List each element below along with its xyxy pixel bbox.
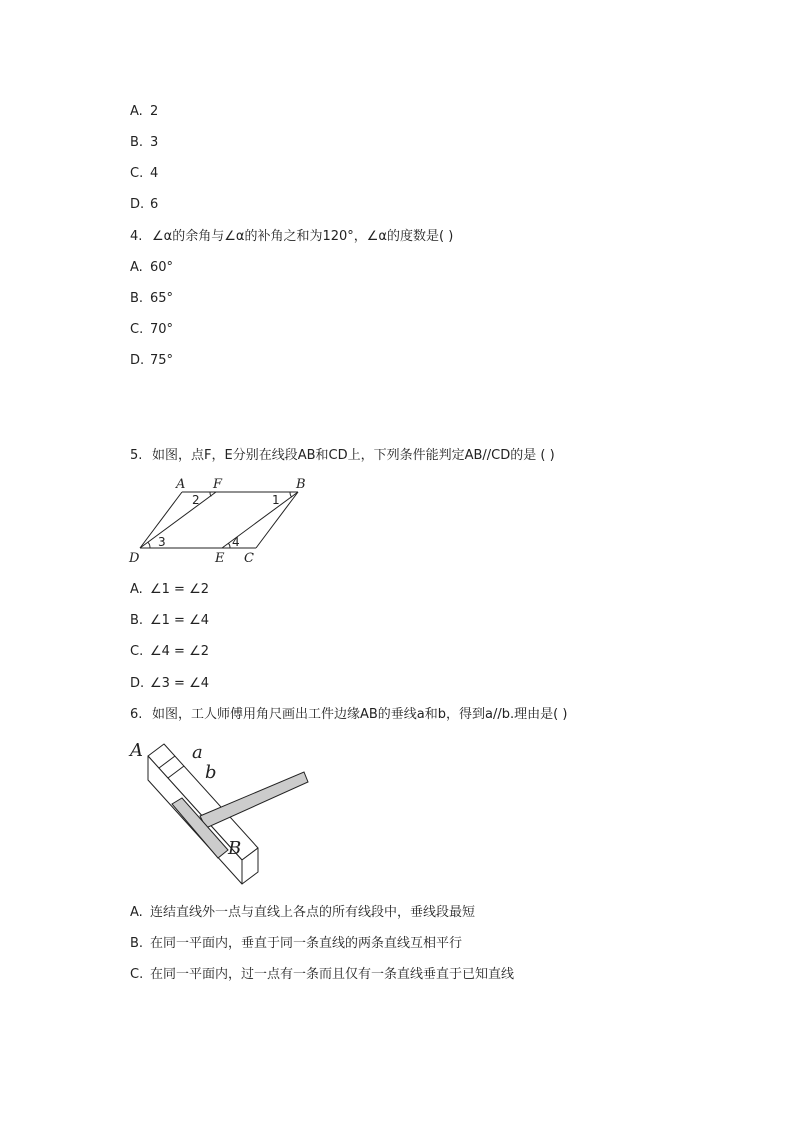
label-a: a [192,742,203,763]
question-text: 如图，点F，E分别在线段AB和CD上，下列条件能判定AB//CD的是 ( ) [152,448,555,463]
q4-option-d [130,352,173,370]
q3-option-c [130,165,158,183]
option-text: 75° [150,353,174,368]
option-letter: A. [130,905,143,920]
option-text: 6 [150,197,159,212]
option-letter: B. [130,291,144,306]
q5-parallelogram-figure [126,474,316,566]
option-letter: A. [130,582,143,597]
q4-option-a [130,259,173,277]
label-a: A [176,477,186,492]
q6-stem [130,706,567,724]
label-d: D [129,551,140,566]
angle-label-2: 2 [192,493,200,507]
question-text: 如图，工人师傅用角尺画出工件边缘AB的垂线a和b，得到a//b.理由是( ) [152,707,568,722]
option-text: 4 [150,166,159,181]
label-f: F [213,477,223,492]
q5-option-c [130,643,209,661]
label-e: E [215,551,225,566]
question-text: ∠α的余角与∠α的补角之和为120°，∠α的度数是( ) [152,229,454,244]
option-letter: D. [130,353,145,368]
question-number: 4. [130,229,143,244]
option-letter: C. [130,322,144,337]
label-A: A [130,740,143,761]
option-text: 2 [150,104,159,119]
label-b: b [205,762,217,783]
option-letter: B. [130,135,144,150]
option-letter: A. [130,260,143,275]
label-B: B [228,838,242,859]
q3-option-b [130,134,158,152]
q5-stem [130,447,555,465]
angle-1-arc [290,492,292,497]
option-text: 70° [150,322,174,337]
option-text: 60° [150,260,174,275]
q5-option-a [130,581,209,599]
angle-label-1: 1 [272,493,280,507]
q4-option-b [130,290,173,308]
option-letter: D. [130,197,145,212]
option-letter: A. [130,104,143,119]
option-letter: D. [130,676,145,691]
q5-option-d [130,675,209,693]
option-text: 3 [150,135,159,150]
q6-option-a [130,904,475,922]
q6-square-ruler-figure [126,736,316,890]
option-text: ∠3 = ∠4 [150,676,210,691]
option-letter: B. [130,936,144,951]
option-text: ∠1 = ∠4 [150,613,210,628]
option-letter: C. [130,166,144,181]
option-text: 连结直线外一点与直线上各点的所有线段中，垂线段最短 [150,905,476,920]
option-letter: C. [130,967,144,982]
question-number: 6. [130,707,143,722]
q3-option-d [130,196,158,214]
q4-option-c [130,321,173,339]
option-letter: C. [130,644,144,659]
label-b: B [296,477,306,492]
option-text: 在同一平面内，过一点有一条而且仅有一条直线垂直于已知直线 [150,967,515,982]
question-number: 5. [130,448,143,463]
option-letter: B. [130,613,144,628]
angle-3-arc [148,543,150,549]
angle-label-3: 3 [158,535,166,549]
option-text: 在同一平面内，垂直于同一条直线的两条直线互相平行 [150,936,463,951]
option-text: ∠1 = ∠2 [150,582,210,597]
q6-option-c [130,966,514,984]
q6-option-b [130,935,462,953]
angle-4-arc [228,544,230,549]
angle-label-4: 4 [232,535,240,549]
q5-option-b [130,612,209,630]
option-text: ∠4 = ∠2 [150,644,210,659]
q4-stem [130,228,453,246]
segment-df [140,492,216,548]
label-c: C [244,551,254,566]
q3-option-a [130,103,158,121]
option-text: 65° [150,291,174,306]
